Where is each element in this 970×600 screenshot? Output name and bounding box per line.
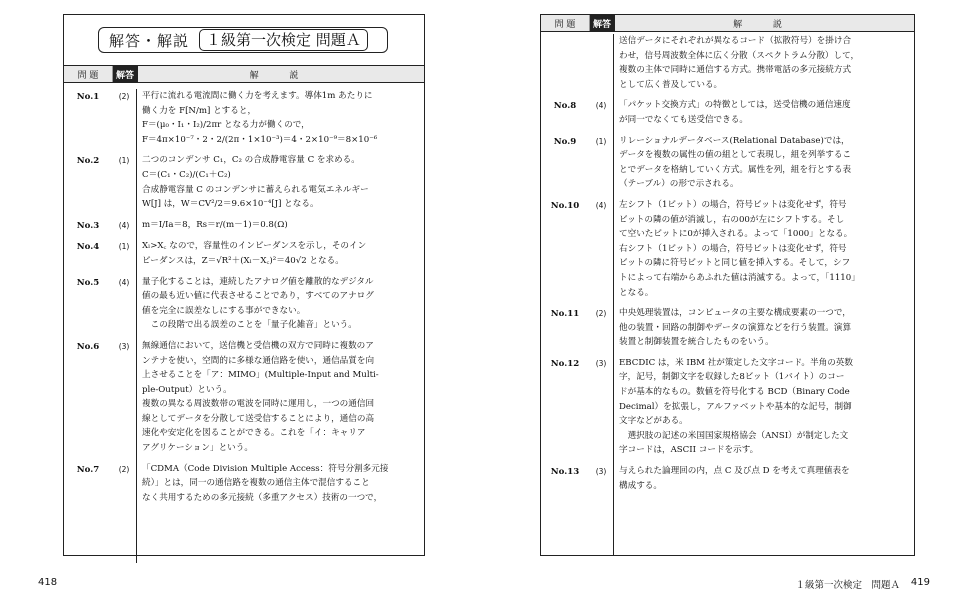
- explanation-line: て空いたビットに0が挿入される。よって「1000」となる。: [619, 229, 853, 240]
- right-answer-table: [540, 14, 915, 556]
- explanation: [613, 306, 914, 350]
- table-row: [64, 275, 424, 333]
- table-header: [541, 15, 914, 32]
- question-number: No.5: [76, 277, 100, 288]
- table-row: [541, 464, 914, 493]
- answer-number: (3): [118, 341, 130, 351]
- explanation-line: 量子化することは，連続したアナログ値を離散的なデジタル: [142, 276, 374, 287]
- explanation-line: 送信データにそれぞれが異なるコード（拡散符号）を掛け合: [619, 36, 852, 46]
- explanation-line: ピーダンスは，Z＝√R²＋(Xₗ－X꜀)²＝40√2 となる。: [142, 255, 344, 266]
- header-question: 問 題: [64, 66, 113, 82]
- explanation: [613, 356, 914, 458]
- answer-number: (1): [118, 242, 130, 252]
- explanation-line: 値を完全に誤差なしにする事ができない。: [142, 305, 306, 316]
- left-rows: [64, 89, 424, 505]
- header-question: 問 題: [541, 15, 590, 31]
- explanation: [613, 464, 914, 493]
- question-number: No.10: [550, 200, 580, 211]
- explanation-line: 文字などがある。: [619, 416, 688, 427]
- explanation-line: わせ，信号周波数全体に広く分散（スペクトラム分散）して，: [619, 50, 860, 61]
- explanation-line: （テーブル）の形で示される。: [619, 179, 739, 190]
- explanation-line: 合成静電容量 C のコンデンサに蓄えられる電気エネルギー: [142, 184, 369, 195]
- header-explanation: 解 説: [614, 15, 914, 31]
- answer-number: [589, 34, 613, 92]
- table-row: [64, 218, 424, 234]
- answer-number: (4): [595, 101, 607, 111]
- question-number: [541, 34, 589, 92]
- explanation-line: 字コードは，ASCII コードを示す。: [619, 445, 759, 456]
- explanation: [613, 198, 914, 300]
- answer-number: (4): [118, 220, 130, 230]
- explanation-line: 平行に流れる電流間に働く力を考えます。導体1m あたりに: [142, 91, 373, 101]
- table-row: [64, 89, 424, 147]
- explanation-line: 左シフト（1ビット）の場合，符号ビットは変化せず，符号: [619, 199, 847, 210]
- page-number-left: 418: [38, 577, 58, 588]
- explanation-line: 右シフト（1ビット）の場合，符号ビットは変化せず，符号: [619, 243, 847, 254]
- explanation-line: 複数の異なる周波数帯の電波を同時に運用し，一つの通信回: [142, 399, 375, 410]
- table-row: [64, 153, 424, 211]
- explanation-line: トによって右端からあふれた値は消滅する。よって，「1110」: [619, 272, 860, 283]
- explanation-line: W[J] は，W＝CV²/2＝9.6×10⁻⁴[J] となる。: [142, 199, 319, 210]
- explanation-line: 中央処理装置は，コンピュータの主要な構成要素の一つで，: [619, 308, 851, 319]
- answer-number: (4): [118, 277, 130, 287]
- answer-number: (3): [595, 358, 607, 368]
- question-number: No.6: [76, 341, 100, 352]
- title-label: 解答・解説: [109, 31, 190, 50]
- answer-number: (1): [595, 136, 607, 146]
- explanation-line: 上させることを「ア：MIMO」(Multiple-Input and Multi-: [142, 370, 379, 381]
- right-rows: [541, 34, 914, 493]
- question-number: No.3: [76, 220, 100, 231]
- question-number: No.1: [76, 92, 100, 102]
- explanation-line: となる。: [619, 287, 654, 298]
- title-exam-name: １級第一次検定 問題Ａ: [199, 29, 368, 51]
- explanation-line: 選択肢の記述の米国国家規格協会（ANSI）が制定した文: [619, 430, 849, 441]
- explanation-line: 線としてデータを分散して送受信することにより，通信の高: [142, 413, 375, 424]
- explanation-line: 装置と制御装置を統合したものをいう。: [619, 337, 774, 348]
- explanation: [136, 339, 424, 456]
- explanation: [136, 89, 424, 147]
- table-row: [64, 239, 424, 268]
- explanation: [136, 275, 424, 333]
- answer-number: (1): [118, 156, 130, 166]
- page-number-right: 419: [910, 577, 930, 588]
- explanation-line: F＝(μ₀・I₁・I₂)/2πr となる力が働くので，: [142, 120, 310, 131]
- explanation-line: 働く力を F[N/m] とすると，: [142, 105, 257, 116]
- table-row: [541, 134, 914, 192]
- header-answer: 解答: [590, 15, 614, 31]
- table-row: [64, 462, 424, 506]
- explanation-line: 複数の主体で同時に通信する方式。携帯電話の多元接続方式: [619, 65, 852, 76]
- question-number: No.11: [550, 309, 580, 320]
- explanation-line: 構成する。: [619, 480, 662, 491]
- explanation-line: とでデータを格納していく方式。属性を列，組を行とする表: [619, 164, 852, 175]
- question-number: No.2: [76, 156, 100, 167]
- explanation-line: ンテナを使い，空間的に多様な通信路を使い，通信品質を向: [142, 355, 375, 366]
- explanation-line: ドが基本的なもの。数値を符号化する BCD（Binary Code: [619, 387, 850, 398]
- explanation-line: なく共用するための多元接続（多重アクセス）技術の一つで，: [142, 492, 383, 503]
- explanation-line: Xₗ>X꜀ なので，容量性のインピーダンスを示し，そのイン: [142, 241, 367, 252]
- header-answer: 解答: [113, 66, 137, 82]
- question-number: No.9: [553, 136, 577, 147]
- question-number: No.8: [553, 101, 577, 112]
- explanation-line: データを複数の属性の値の組として表現し，組を列挙するこ: [619, 150, 852, 161]
- explanation-line: EBCDIC は，米 IBM 社が策定した文字コード。半角の英数: [619, 357, 853, 368]
- explanation: [136, 239, 424, 268]
- explanation: [136, 153, 424, 211]
- explanation-line: が同一でなくても送受信できる。: [619, 114, 748, 125]
- explanation-line: 与えられた論理回の内，点 C 及び点 D を考えて真理値表を: [619, 466, 850, 477]
- explanation-line: 字，記号，制御文字を収録した8ビット（1バイト）のコー: [619, 372, 845, 383]
- header-explanation: 解 説: [137, 66, 424, 82]
- running-head: １級第一次検定 問題Ａ: [795, 580, 900, 591]
- explanation-line: ビットの隣に符号ビットと同じ値を挿入する。そして，シフ: [619, 258, 851, 269]
- title-area: [64, 15, 424, 65]
- table-row: [541, 198, 914, 300]
- table-row: [541, 306, 914, 350]
- answer-number: (2): [595, 309, 607, 319]
- question-number: No.4: [76, 242, 100, 253]
- explanation-line: この段階で出る誤差のことを「量子化雑音」という。: [142, 320, 357, 331]
- explanation-line: 続）」とは，同一の通信路を複数の通信主体で混信すること: [142, 478, 370, 489]
- left-answer-table: [63, 14, 425, 556]
- explanation-line: 無線通信において，送信機と受信機の双方で同時に複数のア: [142, 340, 374, 351]
- explanation-line: F＝4π×10⁻⁷・2・2/(2π・1×10⁻³)＝4・2×10⁻⁹＝8×10⁻⁶: [142, 134, 378, 145]
- table-row: [541, 356, 914, 458]
- title-box: [98, 27, 388, 53]
- explanation: [613, 98, 914, 127]
- explanation-line: m＝I/Ia＝8，Rs＝r/(m－1)＝0.8(Ω): [142, 219, 288, 230]
- explanation: [136, 462, 424, 506]
- explanation-line: アグリケーション」という。: [142, 443, 253, 454]
- explanation-line: Decimal）を拡張し，アルファベットや基本的な記号，制御: [619, 401, 852, 412]
- answer-number: (2): [118, 92, 130, 101]
- explanation: [613, 34, 914, 92]
- question-number: No.7: [76, 464, 100, 475]
- explanation-line: 値の最も近い値に代表させることであり，すべてのアナログ: [142, 291, 374, 302]
- answer-number: (2): [118, 464, 130, 474]
- answer-number: (4): [595, 200, 607, 210]
- explanation-line: 他の装置・回路の制御やデータの演算などを行う装置。演算: [619, 322, 852, 333]
- table-row: [541, 98, 914, 127]
- question-number: No.12: [550, 358, 580, 369]
- answer-number: (3): [595, 467, 607, 477]
- explanation-line: として広く普及している。: [619, 79, 723, 90]
- table-row: [64, 339, 424, 456]
- explanation-line: 「パケット交換方式」の特徴としては，送受信機の通信速度: [619, 100, 851, 111]
- explanation-line: リレーショナルデータベース(Relational Database)では，: [619, 135, 850, 146]
- explanation-line: ビットの隣の値が消滅し，右の00が左にシフトする。そし: [619, 214, 845, 225]
- explanation-line: C＝(C₁・C₂)/(C₁＋C₂): [142, 169, 231, 180]
- explanation: [136, 218, 424, 234]
- table-header: [64, 65, 424, 83]
- explanation-line: 二つのコンデンサ C₁，C₂ の合成静電容量 C を求める。: [142, 155, 360, 166]
- explanation-line: 「CDMA（Code Division Multiple Access：符号分割多元接: [142, 463, 389, 474]
- question-number: No.13: [550, 467, 580, 478]
- explanation-line: ple-Output）という。: [142, 384, 232, 395]
- explanation-line: 速化や安定化を図ることができる。これを「イ：キャリア: [142, 428, 366, 439]
- table-row: [541, 34, 914, 92]
- explanation: [613, 134, 914, 192]
